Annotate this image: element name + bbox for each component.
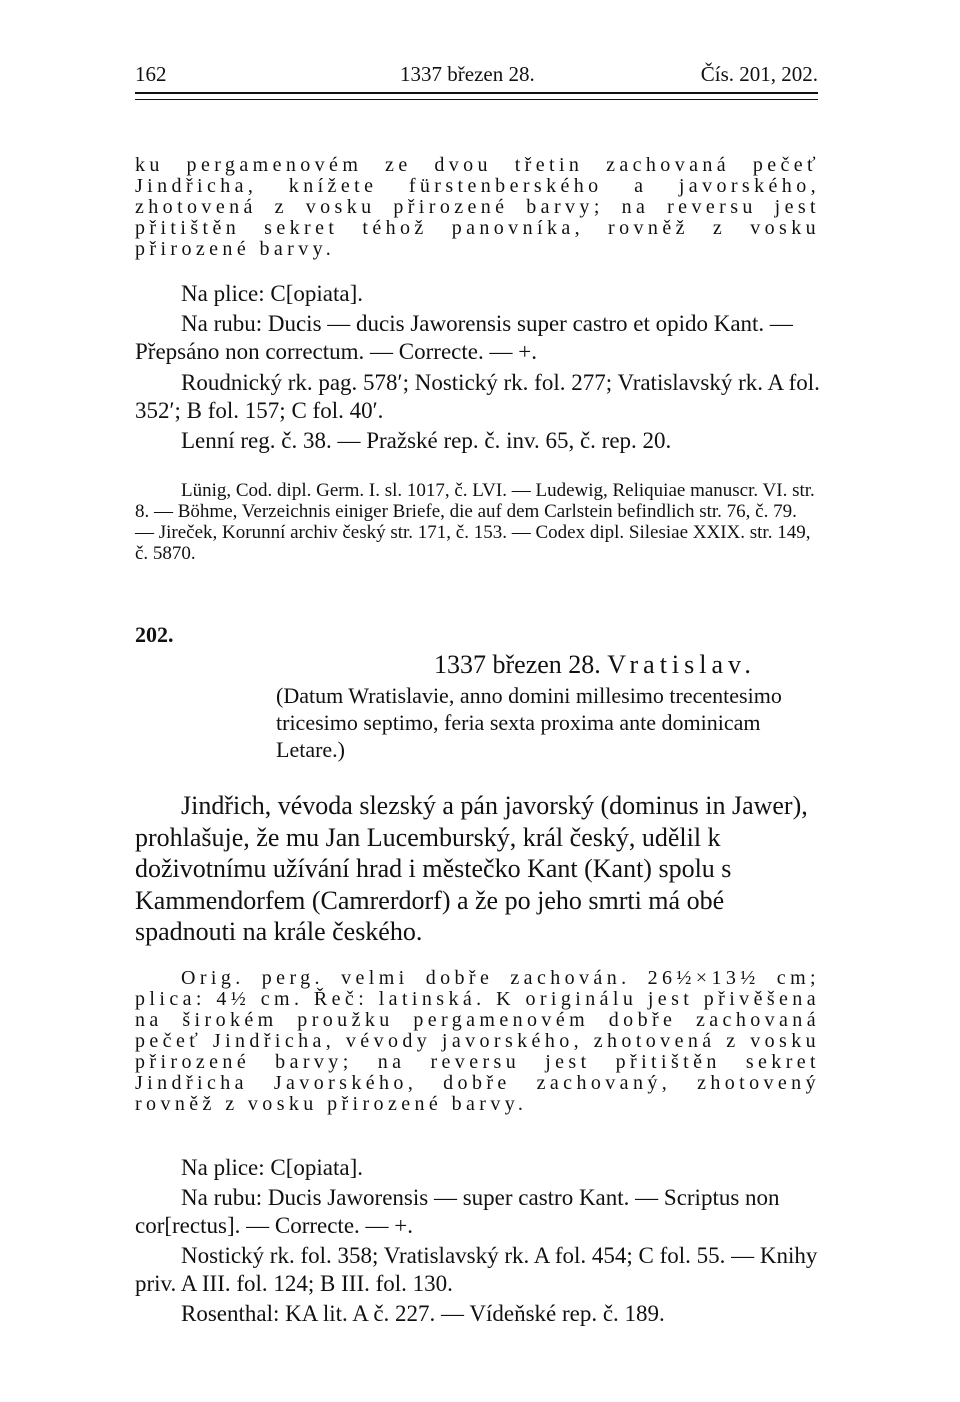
running-header xyxy=(135,62,818,94)
registers-note: Rosenthal: KA lit. A č. 227. — Vídeňské rep. č. 189. xyxy=(181,1301,665,1326)
prev-literature: Lünig, Cod. dipl. Germ. I. sl. 1017, č. LVI. — Ludewig, Reliquiae manuscr. VI. str. 8. — Böhme, Verzeichnis einiger Briefe, die auf dem Carlstein befindlich str. 76, č. 79. — Jireček, Korunní archiv český str. 171, č. 153. — Codex dipl. Silesiae XXIX. str. 149, č. 5870. xyxy=(135,480,815,564)
plica-note: Na plice: C[opiata]. xyxy=(181,1155,364,1180)
prev-seal-description: ku pergamenovém ze dvou třetin zachovaná pečeť Jindřicha, knížete fürstenberského a javorského, zhotovená z vosku přirozené barvy; na reversu jest přitištěn sekret téhož panovníka, rovněž z vosku přirozené barvy. xyxy=(135,154,820,260)
original-description: Orig. perg. velmi dobře zachován. 26½×13½ cm; plica: 4½ cm. Řeč: latinská. K originálu jest přivěšena na širokém proužku pergamenovém dobře zachovaná pečeť Jindřicha, vévody javorského, zhotovená z vosku přirozené barvy; na reversu jest přitištěn sekret Jindřicha Javorského, dobře zachovaný, zhotovený rovněž z vosku přirozené barvy. xyxy=(135,967,820,1115)
heading-place: Vratislav. xyxy=(607,650,756,679)
prev-rubu-note: Na rubu: Ducis — ducis Jaworensis super castro et opido Kant. — Přepsáno non correctum. — Correcte. — +. xyxy=(135,311,793,364)
document-number: 202. xyxy=(135,622,174,647)
prev-copies-note: Roudnický rk. pag. 578′; Nostický rk. fol. 277; Vratislavský rk. A fol. 352′; B fol. 157; C fol. 40′. xyxy=(135,370,820,423)
header-rule-thick xyxy=(135,92,818,94)
document-heading xyxy=(434,650,756,680)
page-number: 162 xyxy=(135,62,167,86)
header-doc-numbers: Čís. 201, 202. xyxy=(700,62,818,86)
rubu-note: Na rubu: Ducis Jaworensis — super castro Kant. — Scriptus non cor[rectus]. — Correcte. — +. xyxy=(135,1185,780,1238)
datum-clause: (Datum Wratislavie, anno domini millesimo trecentesimo tricesimo septimo, feria sexta proxima ante dominicam Letare.) xyxy=(276,683,782,762)
header-date: 1337 březen 28. xyxy=(400,62,535,86)
prev-registers-note: Lenní reg. č. 38. — Pražské rep. č. inv. 65, č. rep. 20. xyxy=(181,428,672,453)
header-rule-thin xyxy=(135,99,818,100)
heading-date: 1337 březen 28. xyxy=(434,650,601,679)
document-summary: Jindřich, vévoda slezský a pán javorský (dominus in Jawer), prohlašuje, že mu Jan Lucemburský, král český, udělil k doživotnímu užívání hrad i městečko Kant (Kant) spolu s Kammendorfem (Camrerdorf) a že po jeho smrti má obé spadnouti na krále českého. xyxy=(135,791,808,946)
prev-plica-note: Na plice: C[opiata]. xyxy=(181,281,364,306)
copies-note: Nostický rk. fol. 358; Vratislavský rk. A fol. 454; C fol. 55. — Knihy priv. A III. fol. 124; B III. fol. 130. xyxy=(135,1243,818,1296)
